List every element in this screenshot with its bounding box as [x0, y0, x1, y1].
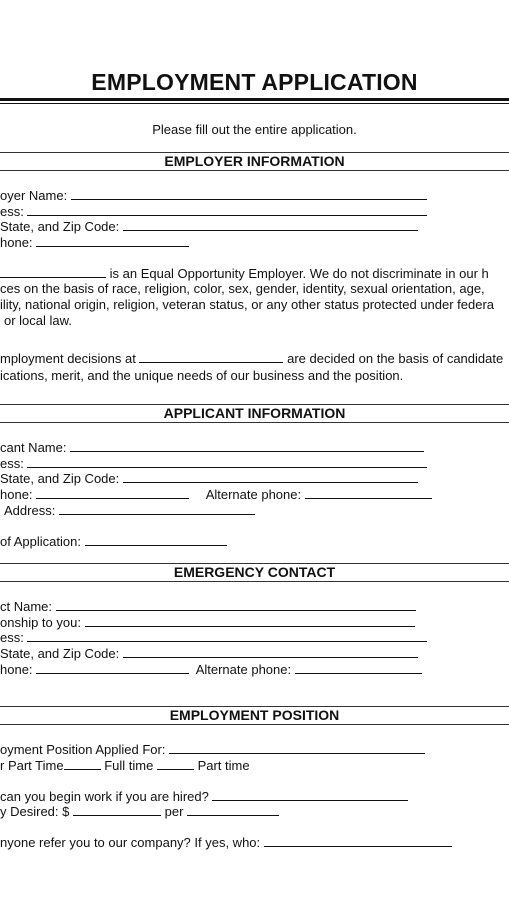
- position-referral-row: [0, 834, 452, 851]
- decisions-text-b: are decided on the basis of candidate: [287, 351, 504, 366]
- employer-address-field[interactable]: [27, 203, 427, 216]
- position-referral-label: nyone refer you to our company? If yes, who:: [0, 835, 261, 850]
- decisions-company-field[interactable]: [139, 350, 283, 363]
- emergency-relationship-label: onship to you:: [0, 615, 81, 630]
- section-applicant-title: APPLICANT INFORMATION: [163, 405, 346, 421]
- applicant-city-field[interactable]: [123, 470, 418, 483]
- applicant-email-label: Address:: [4, 503, 56, 518]
- employer-address-label: ess:: [0, 204, 24, 219]
- emergency-name-row: [0, 598, 416, 615]
- employer-name-field[interactable]: [71, 187, 427, 200]
- position-referral-field[interactable]: [264, 834, 452, 847]
- eeo-line-4: or local law.: [4, 313, 72, 328]
- emergency-city-row: [0, 645, 418, 662]
- applicant-email-row: [4, 502, 255, 519]
- emergency-address-label: ess:: [0, 630, 24, 645]
- employer-city-label: State, and Zip Code:: [0, 219, 120, 234]
- position-type-label: r Part Time: [0, 758, 64, 773]
- section-emergency-header: [0, 563, 509, 582]
- applicant-address-label: ess:: [0, 456, 24, 471]
- applicant-alt-phone-field[interactable]: [305, 486, 432, 499]
- section-emergency-title: EMERGENCY CONTACT: [173, 564, 336, 580]
- emergency-name-field[interactable]: [56, 598, 416, 611]
- position-parttime-label: Part time: [197, 758, 250, 773]
- eeo-text-1: is an Equal Opportunity Employer. We do not discriminate in our h: [109, 266, 489, 281]
- position-fulltime-field[interactable]: [157, 757, 194, 770]
- applicant-phone-label: hone:: [0, 487, 33, 502]
- emergency-city-label: State, and Zip Code:: [0, 646, 120, 661]
- position-applied-row: [0, 741, 425, 758]
- emergency-relationship-field[interactable]: [85, 614, 415, 627]
- page-title: EMPLOYMENT APPLICATION: [91, 69, 418, 95]
- emergency-city-field[interactable]: [123, 645, 418, 658]
- position-type-row: [0, 757, 250, 774]
- position-fulltime-label: Full time: [104, 758, 154, 773]
- applicant-email-field[interactable]: [59, 502, 255, 515]
- position-per-field[interactable]: [187, 803, 279, 816]
- applicant-city-label: State, and Zip Code:: [0, 471, 120, 486]
- applicant-alt-phone-label: Alternate phone:: [205, 487, 302, 502]
- applicant-date-field[interactable]: [85, 533, 227, 546]
- section-position-header: [0, 706, 509, 725]
- eeo-line-2: ces on the basis of race, religion, color, sex, gender, identity, sexual orientation, age,: [0, 281, 485, 296]
- eeo-company-field[interactable]: [0, 265, 106, 278]
- section-applicant-header: [0, 404, 509, 423]
- emergency-alt-phone-label: Alternate phone:: [195, 662, 292, 677]
- position-salary-row: [0, 803, 279, 820]
- title-rule-thick: [0, 98, 509, 101]
- applicant-name-row: [0, 439, 424, 456]
- section-employer-header: [0, 152, 509, 171]
- page-subtitle: Please fill out the entire application.: [152, 122, 357, 137]
- employer-phone-label: hone:: [0, 235, 33, 250]
- position-start-label: can you begin work if you are hired?: [0, 789, 209, 804]
- position-applied-label: oyment Position Applied For:: [0, 742, 166, 757]
- section-position-title: EMPLOYMENT POSITION: [169, 707, 340, 723]
- applicant-date-row: [0, 533, 227, 550]
- employer-city-row: [0, 218, 418, 235]
- applicant-phone-row: [0, 486, 432, 503]
- position-salary-label: y Desired: $: [0, 804, 70, 819]
- position-start-field[interactable]: [212, 788, 408, 801]
- emergency-phone-row: [0, 661, 422, 678]
- applicant-name-label: cant Name:: [0, 440, 67, 455]
- employer-city-field[interactable]: [123, 218, 418, 231]
- emergency-address-row: [0, 629, 427, 646]
- applicant-name-field[interactable]: [70, 439, 424, 452]
- emergency-phone-field[interactable]: [36, 661, 189, 674]
- applicant-phone-field[interactable]: [36, 486, 189, 499]
- eeo-line-3: ility, national origin, religion, veteran status, or any other status protected under federa: [0, 297, 495, 312]
- emergency-alt-phone-field[interactable]: [295, 661, 422, 674]
- applicant-date-label: of Application:: [0, 534, 81, 549]
- employer-phone-field[interactable]: [36, 234, 189, 247]
- applicant-city-row: [0, 470, 418, 487]
- emergency-phone-label: hone:: [0, 662, 33, 677]
- position-applied-field[interactable]: [169, 741, 425, 754]
- emergency-address-field[interactable]: [27, 629, 427, 642]
- emergency-name-label: ct Name:: [0, 599, 53, 614]
- position-salary-field[interactable]: [73, 803, 161, 816]
- eeo-line-1: [0, 265, 489, 282]
- employer-phone-row: [0, 234, 189, 251]
- title-rule-thin: [0, 103, 509, 104]
- position-parttime-blank-1[interactable]: [64, 757, 101, 770]
- decisions-line-2: ications, merit, and the unique needs of our business and the position.: [0, 368, 404, 383]
- applicant-address-field[interactable]: [27, 455, 427, 468]
- decisions-text-a: mployment decisions at: [0, 351, 136, 366]
- decisions-line-1: [0, 350, 503, 367]
- position-per-label: per: [164, 804, 184, 819]
- employer-name-label: oyer Name:: [0, 188, 68, 203]
- section-employer-title: EMPLOYER INFORMATION: [164, 153, 345, 169]
- employer-name-row: [0, 187, 427, 204]
